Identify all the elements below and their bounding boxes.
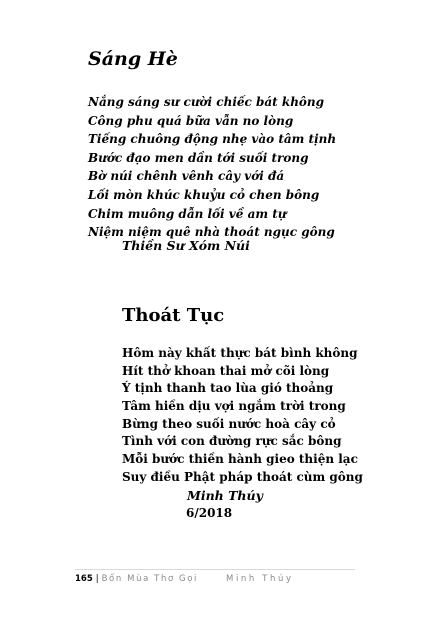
poem2-line: Ý tịnh thanh tao lùa gió thoảng — [122, 381, 334, 396]
poem1-line: Nắng sáng sư cười chiếc bát không — [88, 95, 325, 109]
footer-author: Minh Thúy — [226, 574, 294, 584]
poem2-author: Minh Thúy — [187, 488, 263, 503]
poem1-title: Sáng Hè — [88, 48, 178, 70]
poem2-verse — [122, 345, 363, 487]
poem1-line: Bước đạo men dần tới suối trong — [88, 150, 309, 165]
poem1-line: Lối mòn khúc khuỷu cỏ chen bông — [88, 187, 320, 202]
poem2-title: Thoát Tục — [122, 305, 225, 326]
poem1-verse — [88, 93, 336, 242]
poem2-line: Hôm này khất thực bát bình không — [122, 346, 358, 360]
poem1-line: Tiếng chuông động nhẹ vào tâm tịnh — [88, 132, 337, 147]
book-title: Bốn Mùa Thơ Gọi — [101, 574, 199, 584]
poem1-line: Bờ núi chênh vênh cây với đá — [88, 169, 285, 184]
footer-separator: | — [95, 574, 99, 584]
page-number: 165 — [75, 574, 93, 584]
page-footer — [75, 569, 355, 584]
poem2-line: Suy điều Phật pháp thoát cùm gông — [122, 469, 363, 484]
poem2-line: Tình với con đường rực sắc bông — [122, 434, 342, 449]
poem2-line: Tâm hiền dịu vợi ngắm trời trong — [122, 399, 346, 414]
poem1-author: Thiền Sư Xóm Núi — [122, 238, 250, 253]
poem1-line: Công phu quá bữa vẫn no lòng — [88, 113, 294, 128]
poem2-line: Bừng theo suối nước hoà cây cỏ — [122, 416, 336, 431]
poem1-line: Chim muông dẫn lối về am tự — [88, 206, 287, 221]
poem2-line: Hít thở khoan thai mở cõi lòng — [122, 363, 330, 378]
poem2-line: Mỗi bước thiền hành gieo thiện lạc — [122, 452, 358, 467]
poem2-date: 6/2018 — [186, 506, 233, 520]
poem1-line: Niệm niệm quê nhà thoát ngục gông — [88, 225, 335, 240]
